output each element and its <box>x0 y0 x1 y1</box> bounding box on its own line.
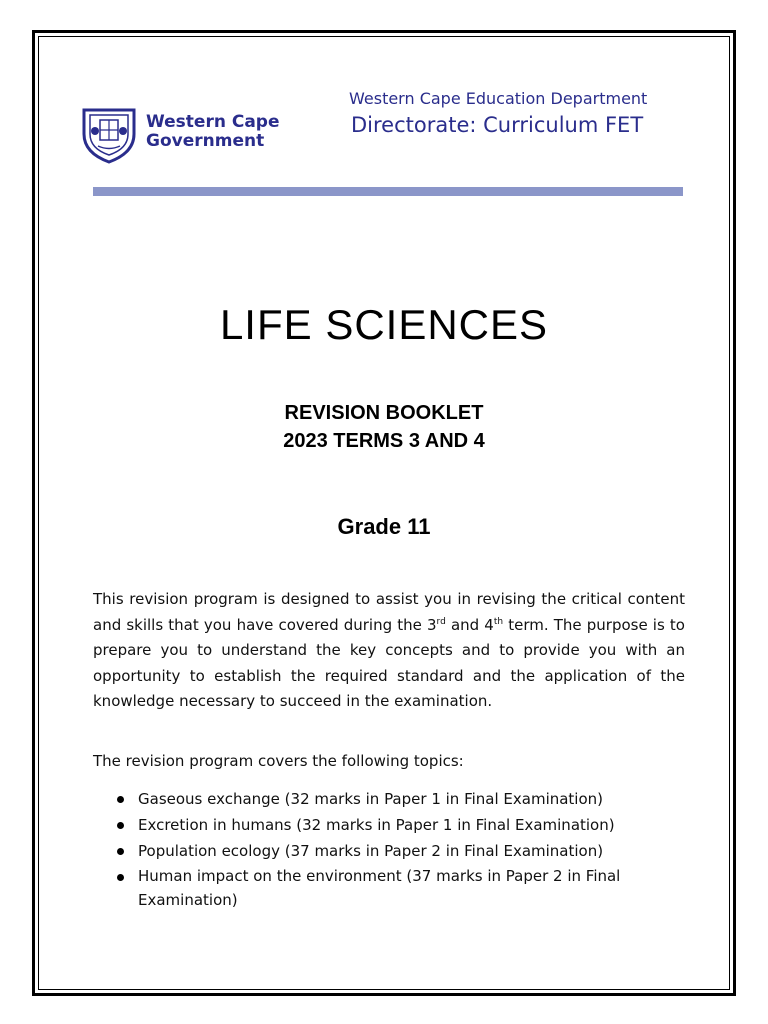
topic-item: Population ecology (37 marks in Paper 2 in Final Examination) <box>117 838 692 864</box>
header-divider <box>93 187 683 196</box>
subtitle-line-2: 2023 TERMS 3 AND 4 <box>283 430 485 452</box>
topics-list <box>117 786 692 912</box>
superscript-rd: rd <box>436 616 446 627</box>
superscript-th: th <box>493 616 504 627</box>
paragraph-part-1: This revision program is designed to assist you in revising the critical content and skills that you have covered during the 3 <box>93 590 685 634</box>
paragraph-part-3: term. The purpose is to prepare you to understand the key concepts and to provide you with an opportunity to establish the required standard and the application of the knowledge necessary to succeed in the examination. <box>93 615 685 711</box>
grade-heading: Grade 11 <box>337 514 431 539</box>
paragraph-part-2: and 4 <box>445 615 494 634</box>
logo-line-2: Government <box>146 131 265 151</box>
topic-item: Gaseous exchange (32 marks in Paper 1 in Final Examination) <box>117 786 692 812</box>
directorate-name: Directorate: Curriculum FET <box>351 113 644 137</box>
topic-item: Human impact on the environment (37 marks in Paper 2 in Final Examination) <box>117 864 692 912</box>
logo-wordmark <box>146 113 280 151</box>
coat-of-arms-shield-icon <box>78 104 140 164</box>
intro-paragraph <box>93 587 685 715</box>
department-name: Western Cape Education Department <box>349 89 648 108</box>
subtitle-line-1: REVISION BOOKLET <box>284 402 484 424</box>
topics-intro: The revision program covers the following topics: <box>93 752 464 770</box>
topic-item: Excretion in humans (32 marks in Paper 1 in Final Examination) <box>117 812 692 838</box>
page-title: LIFE SCIENCES <box>219 301 549 348</box>
logo-line-1: Western Cape <box>146 112 280 132</box>
